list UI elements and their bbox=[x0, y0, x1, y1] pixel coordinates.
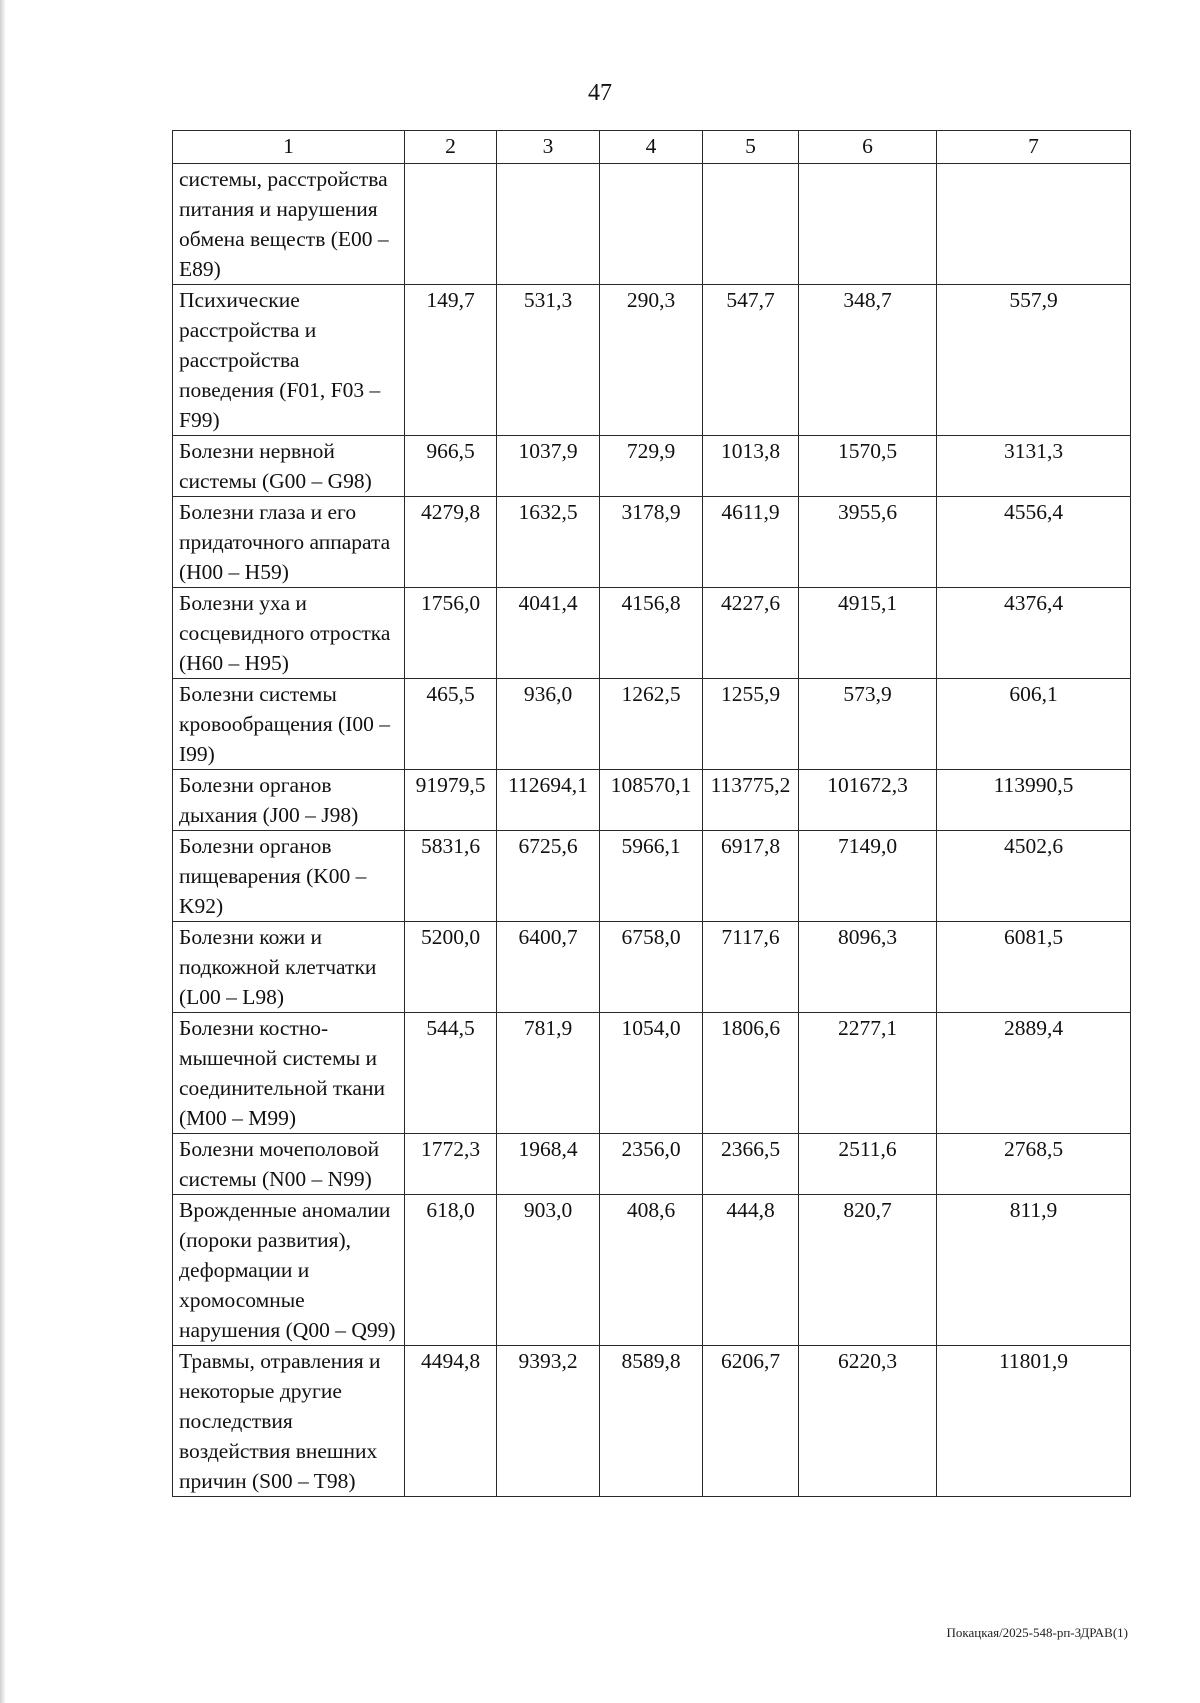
value-cell: 112694,1 bbox=[497, 770, 600, 831]
value-cell: 1756,0 bbox=[405, 588, 497, 679]
value-cell: 811,9 bbox=[937, 1195, 1131, 1346]
table-row bbox=[173, 1134, 1131, 1195]
column-header: 6 bbox=[799, 131, 937, 164]
value-cell: 1013,8 bbox=[703, 436, 799, 497]
value-cell: 4041,4 bbox=[497, 588, 600, 679]
value-cell: 1806,6 bbox=[703, 1013, 799, 1134]
value-cell: 820,7 bbox=[799, 1195, 937, 1346]
table-row bbox=[173, 1346, 1131, 1497]
value-cell: 1037,9 bbox=[497, 436, 600, 497]
value-cell bbox=[799, 164, 937, 285]
value-cell bbox=[497, 164, 600, 285]
table-row bbox=[173, 285, 1131, 436]
table-row bbox=[173, 1195, 1131, 1346]
table-body bbox=[173, 164, 1131, 1497]
value-cell: 4494,8 bbox=[405, 1346, 497, 1497]
value-cell: 6725,6 bbox=[497, 831, 600, 922]
value-cell: 1632,5 bbox=[497, 497, 600, 588]
value-cell: 348,7 bbox=[799, 285, 937, 436]
table-row bbox=[173, 497, 1131, 588]
value-cell: 4556,4 bbox=[937, 497, 1131, 588]
value-cell: 1772,3 bbox=[405, 1134, 497, 1195]
value-cell: 6758,0 bbox=[600, 922, 703, 1013]
value-cell: 3131,3 bbox=[937, 436, 1131, 497]
value-cell: 6081,5 bbox=[937, 922, 1131, 1013]
value-cell: 2356,0 bbox=[600, 1134, 703, 1195]
value-cell: 1968,4 bbox=[497, 1134, 600, 1195]
page-number: 47 bbox=[588, 80, 612, 106]
disease-class-name: Врожденные аномалии (пороки развития), деформации и хромосомные нарушения (Q00 – Q99) bbox=[173, 1195, 405, 1346]
column-header: 3 bbox=[497, 131, 600, 164]
value-cell: 8096,3 bbox=[799, 922, 937, 1013]
value-cell: 4502,6 bbox=[937, 831, 1131, 922]
table-row bbox=[173, 436, 1131, 497]
disease-class-name: Болезни глаза и его придаточного аппарата (H00 – H59) bbox=[173, 497, 405, 588]
table-row bbox=[173, 679, 1131, 770]
value-cell: 113775,2 bbox=[703, 770, 799, 831]
table-row bbox=[173, 922, 1131, 1013]
document-footer-code: Покацкая/2025-548-рп-ЗДРАВ(1) bbox=[946, 1625, 1128, 1640]
table-header bbox=[173, 131, 1131, 164]
value-cell: 11801,9 bbox=[937, 1346, 1131, 1497]
value-cell: 966,5 bbox=[405, 436, 497, 497]
value-cell: 3178,9 bbox=[600, 497, 703, 588]
value-cell: 3955,6 bbox=[799, 497, 937, 588]
table-row bbox=[173, 770, 1131, 831]
value-cell: 1570,5 bbox=[799, 436, 937, 497]
table-row bbox=[173, 588, 1131, 679]
value-cell: 606,1 bbox=[937, 679, 1131, 770]
value-cell: 1054,0 bbox=[600, 1013, 703, 1134]
header-row bbox=[173, 131, 1131, 164]
table-row bbox=[173, 1013, 1131, 1134]
value-cell: 781,9 bbox=[497, 1013, 600, 1134]
value-cell: 2511,6 bbox=[799, 1134, 937, 1195]
value-cell: 6917,8 bbox=[703, 831, 799, 922]
value-cell: 4156,8 bbox=[600, 588, 703, 679]
scan-edge-shadow bbox=[0, 0, 6, 1703]
value-cell: 444,8 bbox=[703, 1195, 799, 1346]
value-cell bbox=[405, 164, 497, 285]
value-cell: 290,3 bbox=[600, 285, 703, 436]
value-cell: 4376,4 bbox=[937, 588, 1131, 679]
value-cell: 2768,5 bbox=[937, 1134, 1131, 1195]
value-cell: 6206,7 bbox=[703, 1346, 799, 1497]
disease-class-name: Болезни нервной системы (G00 – G98) bbox=[173, 436, 405, 497]
disease-class-name: Болезни мочеполовой системы (N00 – N99) bbox=[173, 1134, 405, 1195]
value-cell: 557,9 bbox=[937, 285, 1131, 436]
disease-class-name: Болезни системы кровообращения (I00 – I99) bbox=[173, 679, 405, 770]
morbidity-table bbox=[172, 130, 1131, 1497]
column-header: 7 bbox=[937, 131, 1131, 164]
disease-class-name: Травмы, отравления и некоторые другие последствия воздействия внешних причин (S00 – T98) bbox=[173, 1346, 405, 1497]
disease-class-name: Болезни кожи и подкожной клетчатки (L00 – L98) bbox=[173, 922, 405, 1013]
value-cell: 6400,7 bbox=[497, 922, 600, 1013]
value-cell: 531,3 bbox=[497, 285, 600, 436]
value-cell: 4915,1 bbox=[799, 588, 937, 679]
value-cell: 573,9 bbox=[799, 679, 937, 770]
value-cell: 936,0 bbox=[497, 679, 600, 770]
disease-class-name: Болезни костно-мышечной системы и соединительной ткани (M00 – M99) bbox=[173, 1013, 405, 1134]
value-cell: 903,0 bbox=[497, 1195, 600, 1346]
disease-class-name: системы, расстройства питания и нарушения обмена веществ (E00 – E89) bbox=[173, 164, 405, 285]
value-cell bbox=[703, 164, 799, 285]
value-cell: 729,9 bbox=[600, 436, 703, 497]
value-cell: 1262,5 bbox=[600, 679, 703, 770]
value-cell: 9393,2 bbox=[497, 1346, 600, 1497]
value-cell: 5831,6 bbox=[405, 831, 497, 922]
value-cell: 2366,5 bbox=[703, 1134, 799, 1195]
value-cell: 149,7 bbox=[405, 285, 497, 436]
disease-class-name: Болезни уха и сосцевидного отростка (H60 – H95) bbox=[173, 588, 405, 679]
value-cell: 4227,6 bbox=[703, 588, 799, 679]
disease-class-name: Болезни органов дыхания (J00 – J98) bbox=[173, 770, 405, 831]
value-cell: 8589,8 bbox=[600, 1346, 703, 1497]
column-header: 5 bbox=[703, 131, 799, 164]
value-cell: 465,5 bbox=[405, 679, 497, 770]
value-cell: 108570,1 bbox=[600, 770, 703, 831]
column-header: 4 bbox=[600, 131, 703, 164]
value-cell: 2889,4 bbox=[937, 1013, 1131, 1134]
value-cell: 4611,9 bbox=[703, 497, 799, 588]
value-cell: 5966,1 bbox=[600, 831, 703, 922]
disease-class-name: Психические расстройства и расстройства поведения (F01, F03 – F99) bbox=[173, 285, 405, 436]
value-cell: 547,7 bbox=[703, 285, 799, 436]
value-cell: 113990,5 bbox=[937, 770, 1131, 831]
value-cell: 7149,0 bbox=[799, 831, 937, 922]
table-row bbox=[173, 831, 1131, 922]
column-header: 1 bbox=[173, 131, 405, 164]
value-cell: 7117,6 bbox=[703, 922, 799, 1013]
value-cell: 4279,8 bbox=[405, 497, 497, 588]
column-header: 2 bbox=[405, 131, 497, 164]
value-cell: 101672,3 bbox=[799, 770, 937, 831]
value-cell: 5200,0 bbox=[405, 922, 497, 1013]
value-cell: 618,0 bbox=[405, 1195, 497, 1346]
value-cell: 544,5 bbox=[405, 1013, 497, 1134]
value-cell: 1255,9 bbox=[703, 679, 799, 770]
value-cell bbox=[937, 164, 1131, 285]
value-cell: 2277,1 bbox=[799, 1013, 937, 1134]
value-cell: 6220,3 bbox=[799, 1346, 937, 1497]
value-cell: 408,6 bbox=[600, 1195, 703, 1346]
table-row bbox=[173, 164, 1131, 285]
value-cell bbox=[600, 164, 703, 285]
disease-class-name: Болезни органов пищеварения (K00 – K92) bbox=[173, 831, 405, 922]
value-cell: 91979,5 bbox=[405, 770, 497, 831]
